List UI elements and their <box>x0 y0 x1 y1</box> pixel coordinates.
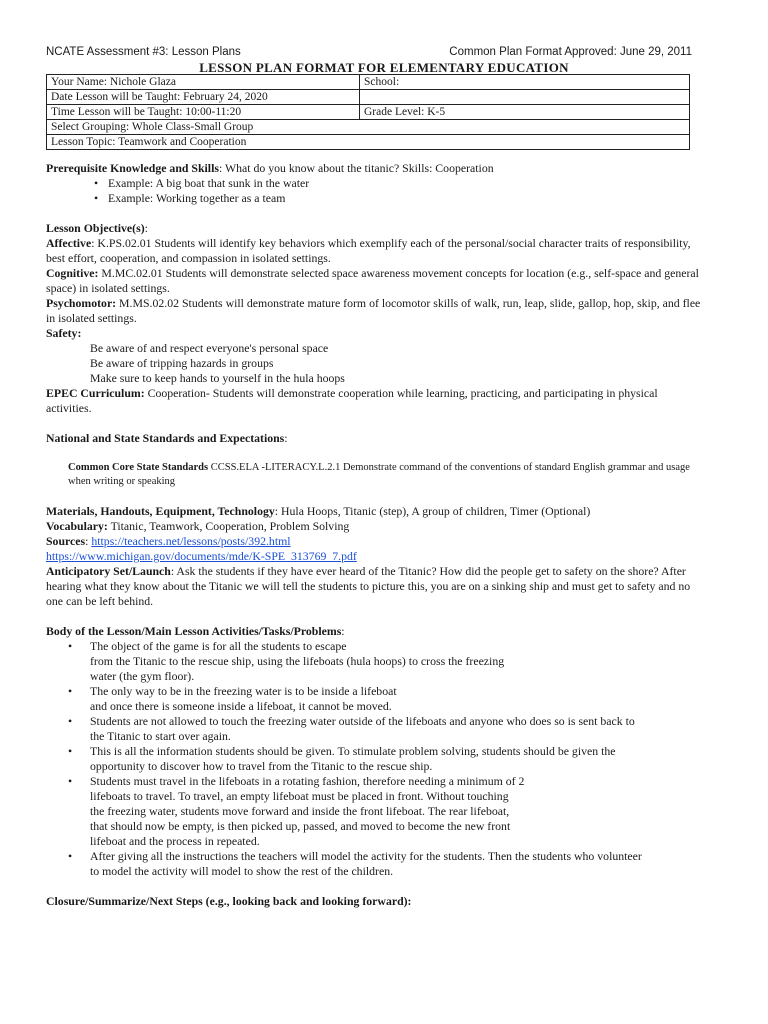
list-item: • Example: Working together as a team <box>46 191 706 206</box>
table-row <box>47 105 690 120</box>
source-link-teachers-net[interactable]: https://teachers.net/lessons/posts/392.html <box>91 534 291 548</box>
safety-item: Be aware of tripping hazards in groups <box>90 356 274 370</box>
epec-paragraph <box>46 386 706 416</box>
anticipatory-label: Anticipatory Set/Launch <box>46 564 171 578</box>
safety-label: Safety: <box>46 326 82 340</box>
prereq-label: Prerequisite Knowledge and Skills <box>46 161 219 175</box>
time-cell: Time Lesson will be Taught: 10:00-11:20 <box>47 105 360 120</box>
epec-label: EPEC Curriculum: <box>46 386 145 400</box>
table-row <box>47 135 690 150</box>
affective-paragraph <box>46 236 706 266</box>
lesson-info-table <box>46 74 690 150</box>
anticipatory-paragraph <box>46 564 706 609</box>
vocabulary-label: Vocabulary: <box>46 519 108 533</box>
document-title: LESSON PLAN FORMAT FOR ELEMENTARY EDUCATION <box>199 60 569 75</box>
standards-heading: National and State Standards and Expectations: <box>46 431 288 445</box>
materials-paragraph <box>46 504 706 519</box>
date-cell: Date Lesson will be Taught: February 24, 2020 <box>47 90 360 105</box>
closure-heading: Closure/Summarize/Next Steps (e.g., looking back and looking forward): <box>46 894 412 908</box>
table-row <box>47 90 690 105</box>
header-right: Common Plan Format Approved: June 29, 2011 <box>449 46 692 58</box>
objectives-heading: Lesson Objective(s): <box>46 221 148 235</box>
materials-text: : Hula Hoops, Titanic (step), A group of children, Timer (Optional) <box>274 504 591 518</box>
header-left: NCATE Assessment #3: Lesson Plans <box>46 46 241 58</box>
psychomotor-label: Psychomotor: <box>46 296 117 310</box>
cognitive-text: M.MC.02.01 Students will demonstrate selected space awareness movement concepts for location (e.g., self-space and general space) in isolated settings. <box>46 266 699 295</box>
table-row <box>47 120 690 135</box>
sources-paragraph: Sources: https://teachers.net/lessons/posts/392.html <box>46 534 291 548</box>
ccss-paragraph <box>46 461 706 489</box>
empty-cell <box>360 90 690 105</box>
epec-text: Cooperation- Students will demonstrate cooperation while learning, practicing, and participating in physical activities. <box>46 386 658 415</box>
safety-item: Make sure to keep hands to yourself in the hula hoops <box>90 371 345 385</box>
list-item: • Students are not allowed to touch the freezing water outside of the lifeboats and anyone who does so is sent back to the Titanic to start over again. <box>46 714 706 744</box>
psychomotor-text: M.MS.02.02 Students will demonstrate mature form of locomotor skills of walk, run, leap, slide, gallop, hop, skip, and flee in isolated settings. <box>46 296 701 325</box>
prereq-paragraph <box>46 161 706 176</box>
grade-level-cell: Grade Level: K-5 <box>360 105 690 120</box>
cognitive-paragraph <box>46 266 706 296</box>
cognitive-label: Cognitive: <box>46 266 99 280</box>
anticipatory-text: : Ask the students if they have ever heard of the Titanic? How did the people get to safety on the shore? After hearing what they know about the Titanic we will tell the students to picture this, you are on a sinking ship and must get to safety and no one can be left behind. <box>46 564 691 608</box>
topic-cell: Lesson Topic: Teamwork and Cooperation <box>47 135 690 150</box>
list-item: • Example: A big boat that sunk in the water <box>46 176 706 191</box>
list-item: • This is all the information students should be given. To stimulate problem solving, students should be given the opportunity to discover how to travel from the Titanic to the rescue ship. <box>46 744 706 774</box>
prereq-text: : What do you know about the titanic? Skills: Cooperation <box>218 161 494 175</box>
list-item: • After giving all the instructions the teachers will model the activity for the students. Then the students who volunteer to model the activity will model to show the rest of the children. <box>46 849 706 879</box>
body-heading: Body of the Lesson/Main Lesson Activities/Tasks/Problems: <box>46 624 345 638</box>
vocabulary-text: Titanic, Teamwork, Cooperation, Problem Solving <box>107 519 350 533</box>
vocabulary-paragraph <box>46 519 706 534</box>
list-item: • Students must travel in the lifeboats in a rotating fashion, therefore needing a minimum of 2 lifeboats to travel. To travel, an empty lifeboat must be placed in front. Without touching the freezing water, students move forward and inside the front lifeboat. The rear lifeboat, that should now be empty, is then picked up, passed, and moved to become the new front lifeboat and the process in repeated. <box>46 774 706 849</box>
sources-paragraph-2 <box>46 549 706 564</box>
ccss-label: Common Core State Standards <box>68 462 209 473</box>
materials-label: Materials, Handouts, Equipment, Technology <box>46 504 275 518</box>
psychomotor-paragraph <box>46 296 706 326</box>
list-item: • The object of the game is for all the students to escape from the Titanic to the rescue ship, using the lifeboats (hula hoops) to cross the freezing water (the gym floor). <box>46 639 706 684</box>
lesson-content <box>46 161 706 909</box>
affective-label: Affective <box>46 236 92 250</box>
grouping-cell: Select Grouping: Whole Class-Small Group <box>47 120 690 135</box>
sources-label: Sources <box>46 534 86 548</box>
ccss-text: CCSS.ELA -LITERACY.L.2.1 Demonstrate command of the conventions of standard English grammar and usage when writing or speaking <box>68 462 690 487</box>
table-row <box>47 75 690 90</box>
safety-item: Be aware of and respect everyone's personal space <box>90 341 329 355</box>
body-activity-list <box>46 639 706 879</box>
prereq-list <box>46 176 706 206</box>
source-link-michigan-gov[interactable]: https://www.michigan.gov/documents/mde/K-SPE_313769_7.pdf <box>46 549 357 563</box>
list-item: • The only way to be in the freezing water is to be inside a lifeboat and once there is someone inside a lifeboat, it cannot be moved. <box>46 684 706 714</box>
affective-text: : K.PS.02.01 Students will identify key behaviors which exemplify each of the personal/social character traits of responsibility, best effort, cooperation, and compassion in isolated settings. <box>46 236 691 265</box>
teacher-name-cell: Your Name: Nichole Glaza <box>47 75 360 90</box>
school-cell: School: <box>360 75 690 90</box>
